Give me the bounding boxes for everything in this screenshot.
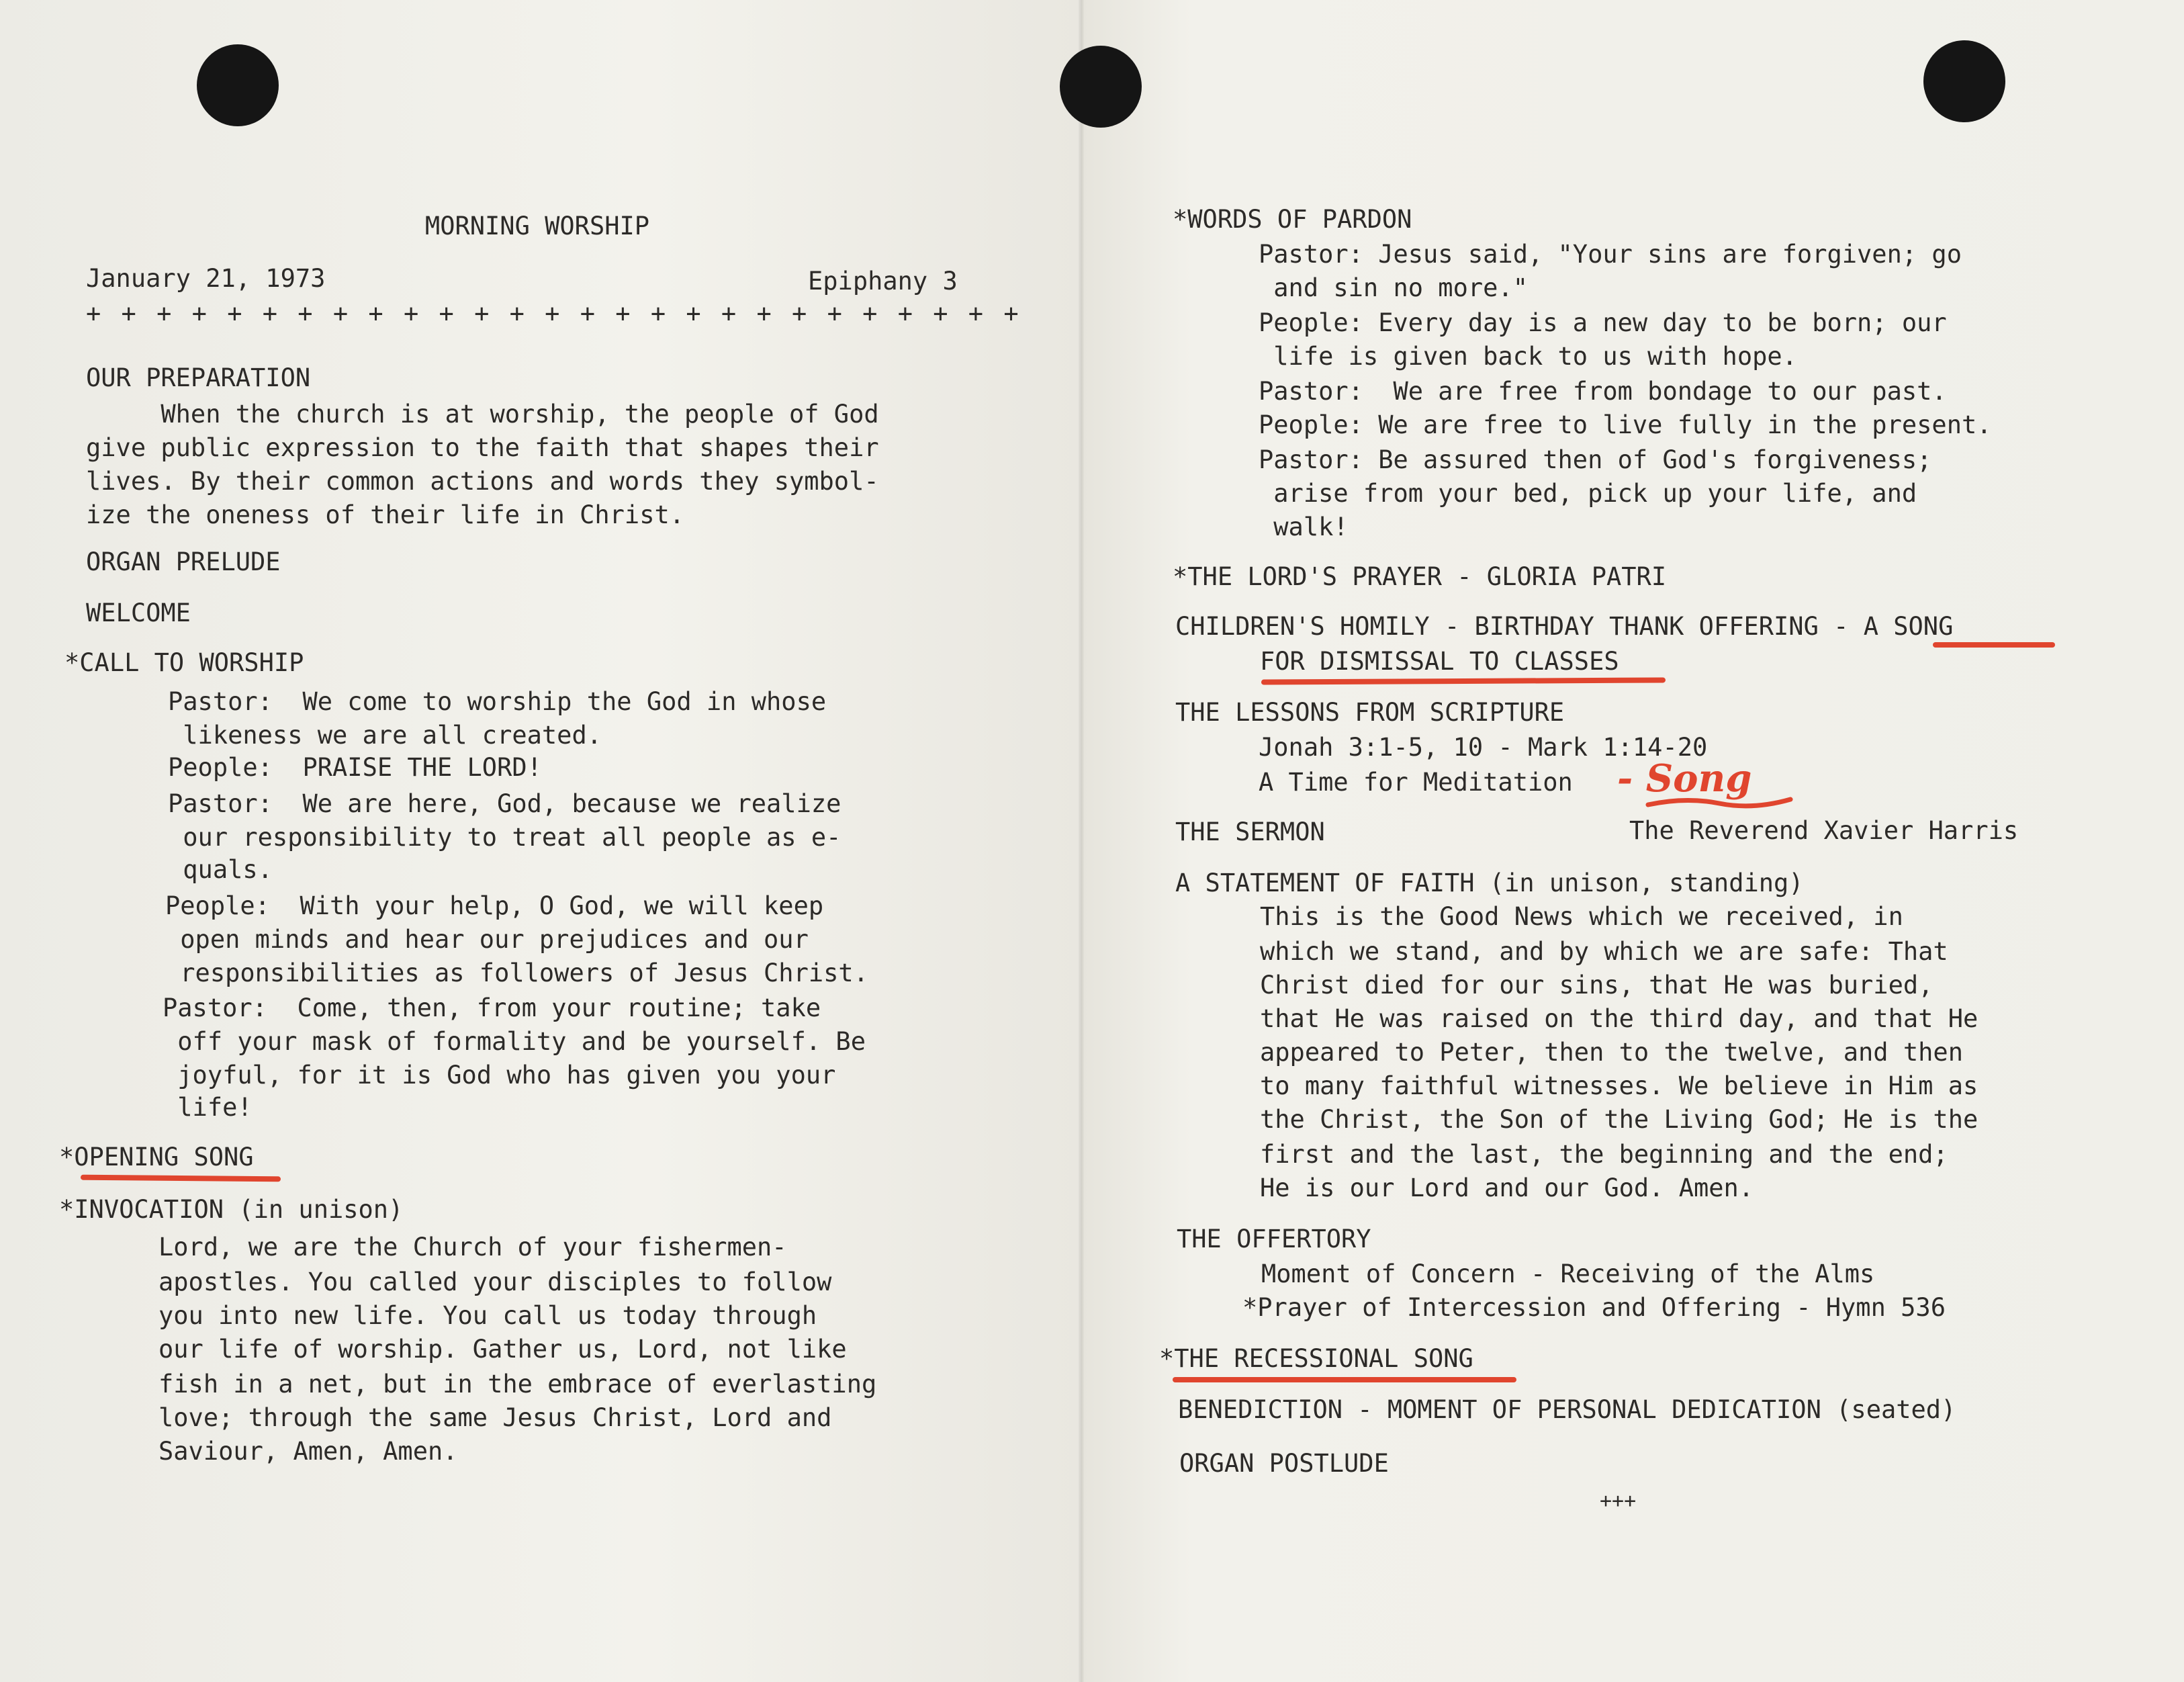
preparation-heading: OUR PREPARATION: [86, 363, 311, 392]
sermon-preacher: The Reverend Xavier Harris: [1629, 816, 2019, 845]
call-to-worship-heading: *CALL TO WORSHIP: [64, 648, 304, 677]
meditation: A Time for Meditation: [1259, 768, 1573, 797]
call-to-worship-line: open minds and hear our prejudices and our: [165, 925, 809, 954]
organ-prelude: ORGAN PRELUDE: [86, 547, 281, 576]
call-to-worship-line: Pastor: We are here, God, because we realize: [168, 789, 841, 818]
statement-of-faith-line: Christ died for our sins, that He was buried,: [1260, 971, 1933, 1000]
opening-song: *OPENING SONG: [59, 1143, 254, 1171]
preparation-line: give public expression to the faith that shapes their: [86, 433, 879, 462]
statement-of-faith-line: that He was raised on the third day, and that He: [1260, 1004, 1978, 1033]
service-date: January 21, 1973: [86, 264, 326, 293]
statement-of-faith-line: which we stand, and by which we are safe: That: [1260, 937, 1948, 966]
preparation-line: lives. By their common actions and words they symbol-: [86, 467, 879, 496]
call-to-worship-line: quals.: [168, 855, 273, 884]
call-to-worship-line: off your mask of formality and be yourself. Be: [163, 1027, 866, 1056]
welcome: WELCOME: [86, 599, 191, 627]
invocation-line: Saviour, Amen, Amen.: [158, 1437, 458, 1466]
call-to-worship-line: People: PRAISE THE LORD!: [168, 753, 542, 782]
punch-hole-left: [197, 44, 279, 126]
words-of-pardon-line: People: We are free to live fully in the present.: [1259, 410, 1992, 439]
invocation-line: you into new life. You call us today through: [158, 1301, 817, 1330]
lessons-heading: THE LESSONS FROM SCRIPTURE: [1175, 698, 1565, 727]
statement-of-faith-line: the Christ, the Son of the Living God; He is the: [1260, 1105, 1978, 1134]
words-of-pardon-line: arise from your bed, pick up your life, and: [1259, 479, 1917, 508]
call-to-worship-line: responsibilities as followers of Jesus Christ.: [165, 959, 868, 987]
sermon-label: THE SERMON: [1175, 817, 1325, 846]
lords-prayer: *THE LORD'S PRAYER - GLORIA PATRI: [1173, 562, 1667, 591]
call-to-worship-line: our responsibility to treat all people as e-: [168, 823, 841, 852]
divider-line: + + + + + + + + + + + + + + + + + + + + + + + + + + +: [86, 299, 1021, 328]
words-of-pardon-line: life is given back to us with hope.: [1259, 342, 1797, 371]
statement-of-faith-line: to many faithful witnesses. We believe in Him as: [1260, 1071, 1978, 1100]
benediction: BENEDICTION - MOMENT OF PERSONAL DEDICATION (seated): [1178, 1395, 1956, 1424]
recessional-underline: [1173, 1377, 1516, 1382]
invocation-heading: *INVOCATION (in unison): [59, 1195, 404, 1224]
call-to-worship-line: likeness we are all created.: [168, 721, 602, 750]
page-fold: [1079, 0, 1084, 1682]
offertory-heading: THE OFFERTORY: [1177, 1225, 1371, 1253]
invocation-line: fish in a net, but in the embrace of everlasting: [158, 1370, 877, 1399]
call-to-worship-line: Pastor: Come, then, from your routine; take: [163, 993, 821, 1022]
words-of-pardon-line: Pastor: Be assured then of God's forgiveness;: [1259, 445, 1932, 474]
statement-of-faith-line: appeared to Peter, then to the twelve, and then: [1260, 1038, 1963, 1067]
childrens-homily-line: FOR DISMISSAL TO CLASSES: [1260, 647, 1619, 676]
invocation-line: love; through the same Jesus Christ, Lord and: [158, 1403, 832, 1432]
words-of-pardon-line: walk!: [1259, 513, 1349, 541]
words-of-pardon-line: People: Every day is a new day to be born; our: [1259, 308, 1947, 337]
recessional-song: *THE RECESSIONAL SONG: [1159, 1344, 1473, 1373]
handwritten-song-note: - Song: [1617, 756, 1752, 801]
a-song-underline: [1933, 642, 2055, 648]
call-to-worship-line: Pastor: We come to worship the God in whose: [168, 687, 827, 716]
scripture-readings: Jonah 3:1-5, 10 - Mark 1:14-20: [1259, 733, 1708, 762]
invocation-line: apostles. You called your disciples to follow: [158, 1268, 832, 1296]
words-of-pardon-line: Pastor: Jesus said, "Your sins are forgiven; go: [1259, 240, 1962, 269]
punch-hole-center: [1060, 46, 1142, 128]
call-to-worship-line: joyful, for it is God who has given you your: [163, 1061, 836, 1090]
invocation-line: our life of worship. Gather us, Lord, not like: [158, 1335, 847, 1364]
words-of-pardon-line: and sin no more.": [1259, 273, 1528, 302]
invocation-line: Lord, we are the Church of your fishermen-: [158, 1233, 787, 1262]
organ-postlude: ORGAN POSTLUDE: [1179, 1449, 1389, 1478]
statement-of-faith-line: This is the Good News which we received, in: [1260, 902, 1903, 931]
offertory-line: *Prayer of Intercession and Offering - Hymn 536: [1242, 1293, 1946, 1322]
childrens-homily-line: CHILDREN'S HOMILY - BIRTHDAY THANK OFFERING - A SONG: [1175, 612, 1954, 641]
end-mark: +++: [1600, 1489, 1637, 1513]
statement-of-faith-heading: A STATEMENT OF FAITH (in unison, standing): [1175, 869, 1804, 897]
call-to-worship-line: People: With your help, O God, we will keep: [165, 891, 824, 920]
punch-hole-right: [1923, 40, 2005, 122]
statement-of-faith-line: first and the last, the beginning and the end;: [1260, 1140, 1948, 1169]
statement-of-faith-line: He is our Lord and our God. Amen.: [1260, 1174, 1754, 1202]
call-to-worship-line: life!: [163, 1093, 253, 1122]
offertory-line: Moment of Concern - Receiving of the Alms: [1261, 1259, 1875, 1288]
words-of-pardon-line: Pastor: We are free from bondage to our past.: [1259, 377, 1947, 406]
service-occasion: Epiphany 3: [808, 267, 958, 296]
preparation-line: ize the oneness of their life in Christ.: [86, 500, 685, 529]
words-of-pardon-heading: *WORDS OF PARDON: [1173, 205, 1412, 234]
bulletin-title: MORNING WORSHIP: [424, 212, 650, 240]
preparation-line: When the church is at worship, the people of God: [86, 400, 879, 429]
